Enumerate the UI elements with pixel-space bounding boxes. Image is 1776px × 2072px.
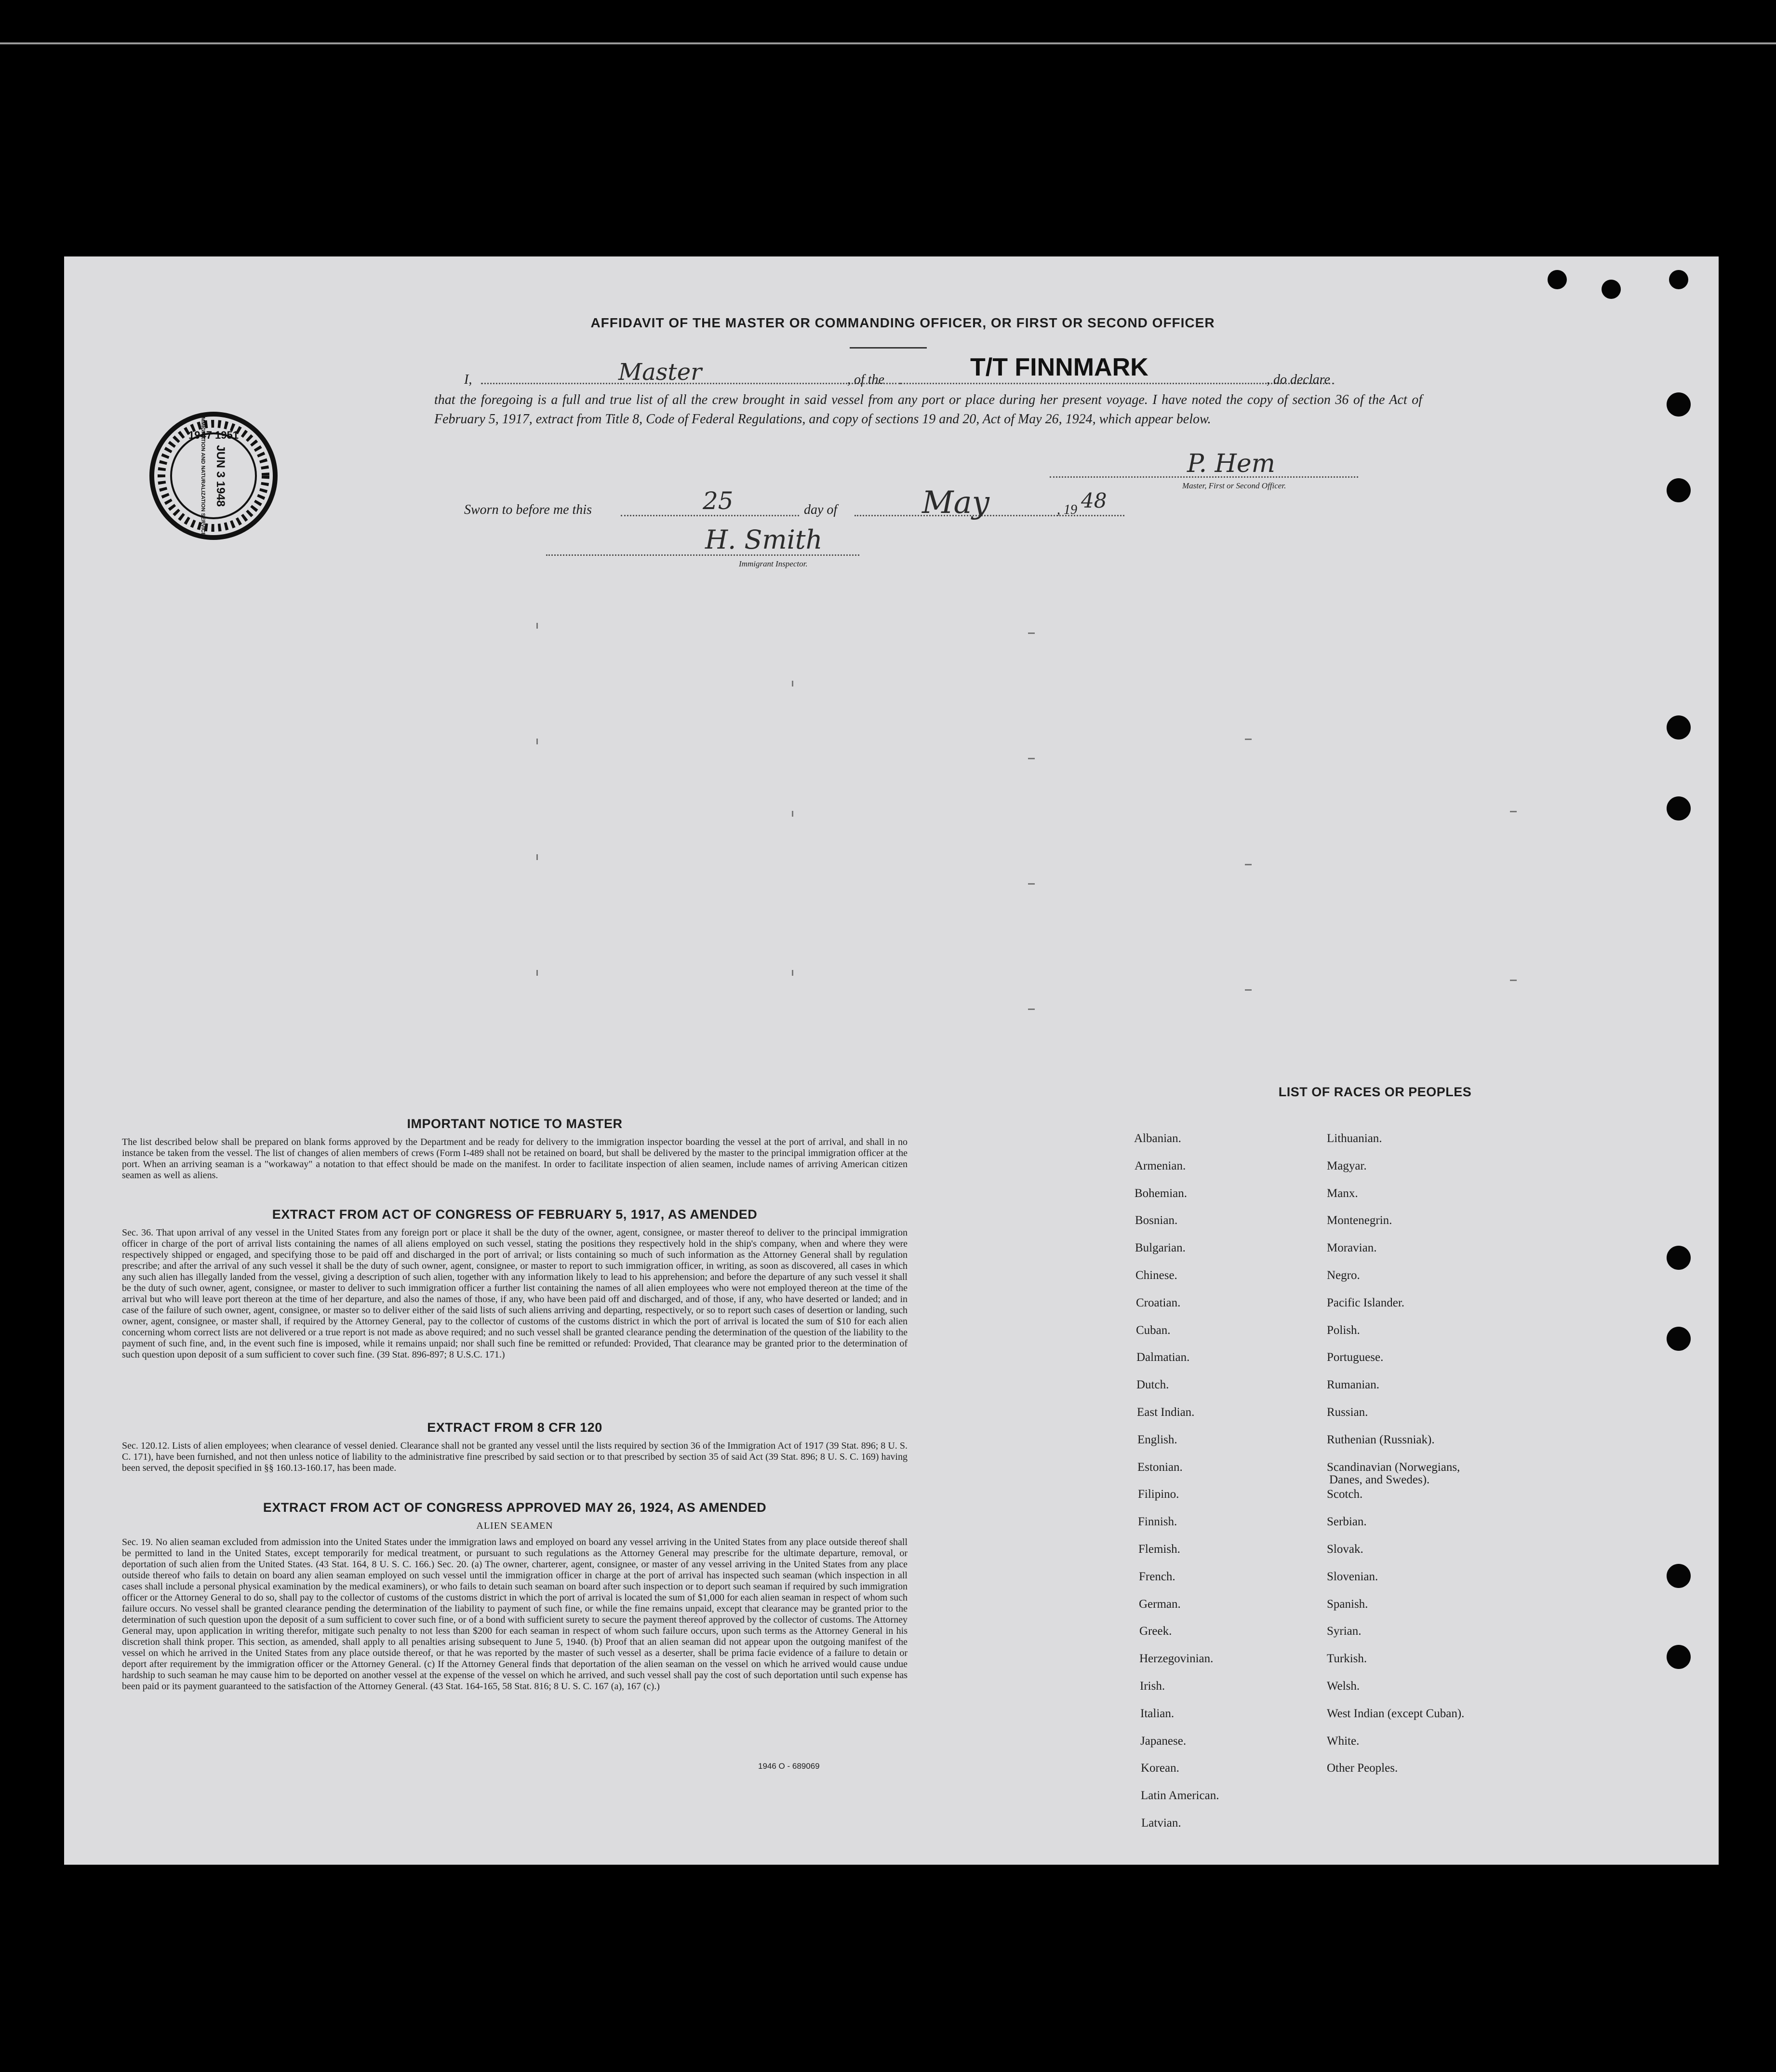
notice-title: IMPORTANT NOTICE TO MASTER — [407, 1117, 623, 1131]
inspector-caption: Immigrant Inspector. — [739, 559, 808, 568]
punch-hole-icon — [1667, 1327, 1691, 1351]
race-item: Bulgarian. — [1135, 1241, 1186, 1254]
race-item: Cuban. — [1136, 1324, 1171, 1337]
race-item: Italian. — [1140, 1707, 1175, 1720]
stamp-center-text: IMMIGRATION AND NATURALIZATION SERVICE — [200, 415, 206, 537]
race-item: Armenian. — [1135, 1159, 1186, 1172]
faint-mark — [1245, 739, 1252, 740]
race-item: Estonian. — [1137, 1461, 1183, 1474]
extract-cfr-text: Sec. 120.12. Lists of alien employees; when clearance of vessel denied. Clearance shall not be granted any vessel until the lists required by section 36 of the Immigration Act of 1917 (39 Stat. 896; 8 U. S. C. 171), have been furnished, and not then unless notice of liability to the administrative fine prescribed by said section or to that prescribed by section 35 of said Act (39 Stat. 896; 8 U. S. C. 169) having been served, the deposit specified in §§ 160.13-160.17, has been made. — [122, 1440, 908, 1473]
of-the-label: , of the — [847, 372, 884, 387]
affidavit-title: AFFIDAVIT OF THE MASTER OR COMMANDING OFFICER, OR FIRST OR SECOND OFFICER — [590, 315, 1215, 330]
race-item: Dutch. — [1136, 1378, 1169, 1391]
sworn-day: 25 — [703, 487, 734, 515]
faint-mark — [536, 739, 538, 744]
faint-mark — [1028, 883, 1035, 885]
inspector-signature: H. Smith — [705, 525, 823, 555]
race-item: Rumanian. — [1327, 1378, 1380, 1391]
faint-mark — [792, 811, 793, 817]
faint-mark — [1510, 980, 1517, 981]
race-item: Moravian. — [1327, 1241, 1377, 1254]
extract-1924-text: Sec. 19. No alien seaman excluded from admission into the United States under the immigration laws and employed on board any vessel arriving in the United States from any place outside thereof shall be permitted to land in the United States, except temporarily for medical treatment, or pursuant to such regulations as the Attorney General may prescribe for the ultimate departure, removal, or deportation of such alien from the United States. (43 Stat. 164, 8 U. S. C. 166.) Sec. 20. (a) The owner, charterer, agent, consignee, or master of any vessel arriving in the United States from any place outside thereof who fails to detain on board any alien seaman employed on such vessel until the immigration officer in charge at the port of arrival has inspected such seaman (which inspection in all cases shall include a personal physical examination by the medical examiners), or who fails to detain such seaman on board after such inspection or to deport such seaman if required by such immigration officer or the Attorney General to do so, shall pay to the collector of customs of the customs district in which the port of arrival is located the sum of $1,000 for each alien seaman in respect of whom such failure occurs. No vessel shall be granted clearance pending the determination of the liability to payment of such fine, or while the fine remains unpaid, except that clearance may be granted prior to the determination of such question upon the deposit of a sum sufficient to cover such fine, or of a bond with sufficient surety to secure the payment thereof approved by the collector of customs. The Attorney General may, upon application in writing therefor, mitigate such penalty to not less than $200 for each seaman in respect of whom such failure occurs, upon such terms as the Attorney General in his discretion shall think proper. This section, as amended, shall apply to all penalties arising subsequent to June 5, 1940. (b) Proof that an alien seaman did not appear upon the outgoing manifest of the vessel on which he arrived in the United States from any place outside thereof, or that he was reported by the master of such vessel as a deserter, shall be prima facie evidence of a failure to detain or deport after requirement by the immigration officer or the Attorney General. (c) If the Attorney General finds that deportation of the alien seaman on the vessel on which he arrived would cause undue hardship to such seaman he may cause him to be deported on another vessel at the expense of the vessel on which he arrived, and such vessel shall pay the cost of such deportation until such expense has been paid or its payment guaranteed to the satisfaction of the Attorney General. (43 Stat. 164-165, 58 Stat. 816; 8 U. S. C. 167 (a), 167 (c).) — [122, 1537, 908, 1692]
race-item: Japanese. — [1140, 1735, 1187, 1748]
race-item: Negro. — [1327, 1269, 1360, 1282]
notice-text: The list described below shall be prepared on blank forms approved by the Department and be ready for delivery to the immigration inspector boarding the vessel at the port of arrival, and shall in no instance be taken from the vessel. The list of changes of alien members of crews (Form I-489 shall not be retained on board, but shall be delivered by the master to the principal immigration officer at the port. When an arriving seaman is a "workaway" a notation to that effect should be made on the manifest. In order to facilitate inspection of alien seamen, include names of arriving American citizen seamen as well as aliens. — [122, 1137, 908, 1181]
extract-cfr-title: EXTRACT FROM 8 CFR 120 — [427, 1420, 602, 1435]
race-item: Other Peoples. — [1327, 1762, 1398, 1775]
race-item: Bosnian. — [1135, 1214, 1178, 1227]
faint-mark — [1510, 811, 1517, 812]
i-label: I, — [464, 372, 472, 387]
extract-1924-title: EXTRACT FROM ACT OF CONGRESS APPROVED MAY 26, 1924, AS AMENDED — [263, 1500, 767, 1515]
faint-mark — [536, 970, 538, 976]
race-item: Finnish. — [1138, 1515, 1177, 1528]
race-item: Dalmatian. — [1136, 1351, 1190, 1364]
faint-mark — [1245, 864, 1252, 865]
race-item: East Indian. — [1137, 1406, 1195, 1419]
faint-mark — [1245, 989, 1252, 991]
scan-top-edge — [0, 42, 1776, 44]
sworn-year: 48 — [1081, 489, 1107, 512]
signer-caption: Master, First or Second Officer. — [1182, 481, 1286, 490]
day-line — [621, 515, 799, 516]
print-code: 1946 O - 689069 — [758, 1762, 820, 1771]
race-item: Lithuanian. — [1327, 1132, 1382, 1145]
race-item: Pacific Islander. — [1327, 1296, 1405, 1309]
race-item: Turkish. — [1327, 1652, 1367, 1665]
vessel-name: T/T FINNMARK — [970, 353, 1148, 381]
faint-mark — [792, 681, 793, 686]
day-of-label: day of — [804, 502, 838, 517]
affidavit-body: that the foregoing is a full and true list of all the crew brought in said vessel from any port or place during her present voyage. I have noted the copy of section 36 of the Act of February 5, 1917, extract from Title 8, Code of Federal Regulations, and copy of sections 19 and 20, Act of May 26, 1924, which appear below. — [434, 392, 1422, 427]
race-item: Chinese. — [1135, 1269, 1177, 1282]
do-declare-label: , do declare — [1267, 372, 1330, 387]
faint-mark — [536, 623, 538, 629]
race-item: Bohemian. — [1135, 1187, 1188, 1200]
race-item: Manx. — [1327, 1187, 1358, 1200]
faint-mark — [1028, 632, 1035, 634]
race-item: Scandinavian (Norwegians, — [1327, 1461, 1460, 1474]
race-item: Syrian. — [1327, 1625, 1362, 1638]
punch-hole-icon — [1667, 715, 1691, 740]
race-item: Magyar. — [1327, 1159, 1367, 1172]
faint-mark — [536, 854, 538, 860]
race-item: Polish. — [1327, 1324, 1360, 1337]
race-item: English. — [1137, 1433, 1177, 1446]
race-item: Spanish. — [1327, 1598, 1368, 1611]
race-item: Flemish. — [1138, 1543, 1180, 1556]
race-item: Welsh. — [1327, 1680, 1360, 1693]
document-page — [64, 256, 1719, 1865]
extract-1917-text: Sec. 36. That upon arrival of any vessel in the United States from any foreign port or place it shall be the duty of the owner, agent, consignee, or master thereof to deliver to the principal immigration officer in charge of the port of arrival lists containing the names of all aliens employed on such vessel, stating the positions they respectively hold in the ship's company, when and where they were respectively shipped or engaged, and specifying those to be paid off and discharged in the port of arrival; or lists containing so much of such information as the Attorney General shall by regulation prescribe; and after the arrival of any such vessel it shall be the duty of such owner, agent, consignee, or master to report to such immigration officer, in writing, as soon as discovered, all cases in which any such alien has illegally landed from the vessel, giving a description of such alien, together with any information likely to lead to his apprehension; and before the departure of any such vessel it shall be the duty of such owner, agent, consignee, or master to deliver to such immigration officer a further list containing the names of all alien employees who were not employed thereon at the time of the arrival but who will leave port thereon at the time of her departure, and also the names of those, if any, who have been paid off and discharged, and of those, if any, who have deserted or landed; and in case of the failure of such owner, agent, consignee, or master so to deliver either of the said lists of such aliens arriving and departing, respectively, or so to report such cases of desertion or landing, such owner, agent, consignee, or master shall, if required by the Attorney General, pay to the collector of customs of the customs district in which the port of arrival is located the sum of $10 for each alien concerning whom correct lists are not delivered or a true report is not made as above required; and no such vessel shall be granted clearance pending the determination of the question of the liability to the payment of such fine, and, in the event such fine is imposed, while it remains unpaid; nor shall such fine be remitted or refunded: Provided, That clearance may be granted prior to the determination of such question upon deposit of a sum sufficient to cover such fine. (39 Stat. 896-897; 8 U.S.C. 171.) — [122, 1227, 908, 1360]
punch-hole-icon — [1667, 1645, 1691, 1669]
race-item: Albanian. — [1134, 1132, 1181, 1145]
punch-hole-icon — [1548, 270, 1567, 289]
punch-hole-icon — [1667, 392, 1691, 417]
faint-mark — [1028, 1009, 1035, 1010]
punch-hole-icon — [1667, 1564, 1691, 1588]
punch-hole-icon — [1602, 280, 1621, 299]
race-item: French. — [1139, 1570, 1175, 1583]
race-item: Latvian. — [1141, 1816, 1181, 1830]
extract-1924-subtitle: ALIEN SEAMEN — [476, 1520, 553, 1531]
race-item: Danes, and Swedes). — [1329, 1473, 1430, 1486]
race-item: Irish. — [1140, 1680, 1165, 1693]
year-prefix: , 19 — [1057, 502, 1077, 517]
title-rule — [850, 347, 927, 349]
race-item: Latin American. — [1141, 1789, 1219, 1802]
race-item: German. — [1139, 1598, 1181, 1611]
faint-mark — [792, 970, 793, 976]
race-item: Portuguese. — [1327, 1351, 1384, 1364]
race-item: West Indian (except Cuban). — [1327, 1707, 1465, 1720]
immigration-stamp — [148, 411, 279, 541]
faint-mark — [1028, 758, 1035, 759]
punch-hole-icon — [1669, 270, 1688, 289]
race-item: White. — [1327, 1735, 1360, 1748]
race-item: Slovak. — [1327, 1543, 1363, 1556]
punch-hole-icon — [1667, 1246, 1691, 1270]
stamp-top-text: 1947 1951 — [188, 429, 239, 441]
race-item: Slovenian. — [1327, 1570, 1378, 1583]
race-item: Greek. — [1139, 1625, 1172, 1638]
sworn-month: May — [922, 485, 989, 521]
sworn-label: Sworn to before me this — [464, 502, 592, 517]
master-signature: P. Hem — [1187, 449, 1275, 478]
punch-hole-icon — [1667, 478, 1691, 502]
punch-hole-icon — [1667, 796, 1691, 821]
month-line — [855, 515, 1124, 516]
race-item: Serbian. — [1327, 1515, 1367, 1528]
master-written: Master — [618, 359, 702, 386]
race-item: Herzegovinian. — [1139, 1652, 1214, 1665]
race-item: Ruthenian (Russniak). — [1327, 1433, 1435, 1446]
extract-1917-title: EXTRACT FROM ACT OF CONGRESS OF FEBRUARY 5, 1917, AS AMENDED — [272, 1207, 758, 1222]
stamp-date: JUN 3 1948 — [214, 444, 227, 507]
race-item: Russian. — [1327, 1406, 1368, 1419]
race-item: Scotch. — [1327, 1488, 1363, 1501]
race-item: Filipino. — [1138, 1488, 1179, 1501]
race-item: Croatian. — [1136, 1296, 1181, 1309]
race-item: Korean. — [1141, 1762, 1179, 1775]
race-item: Montenegrin. — [1327, 1214, 1392, 1227]
races-title: LIST OF RACES OR PEOPLES — [1278, 1085, 1472, 1099]
